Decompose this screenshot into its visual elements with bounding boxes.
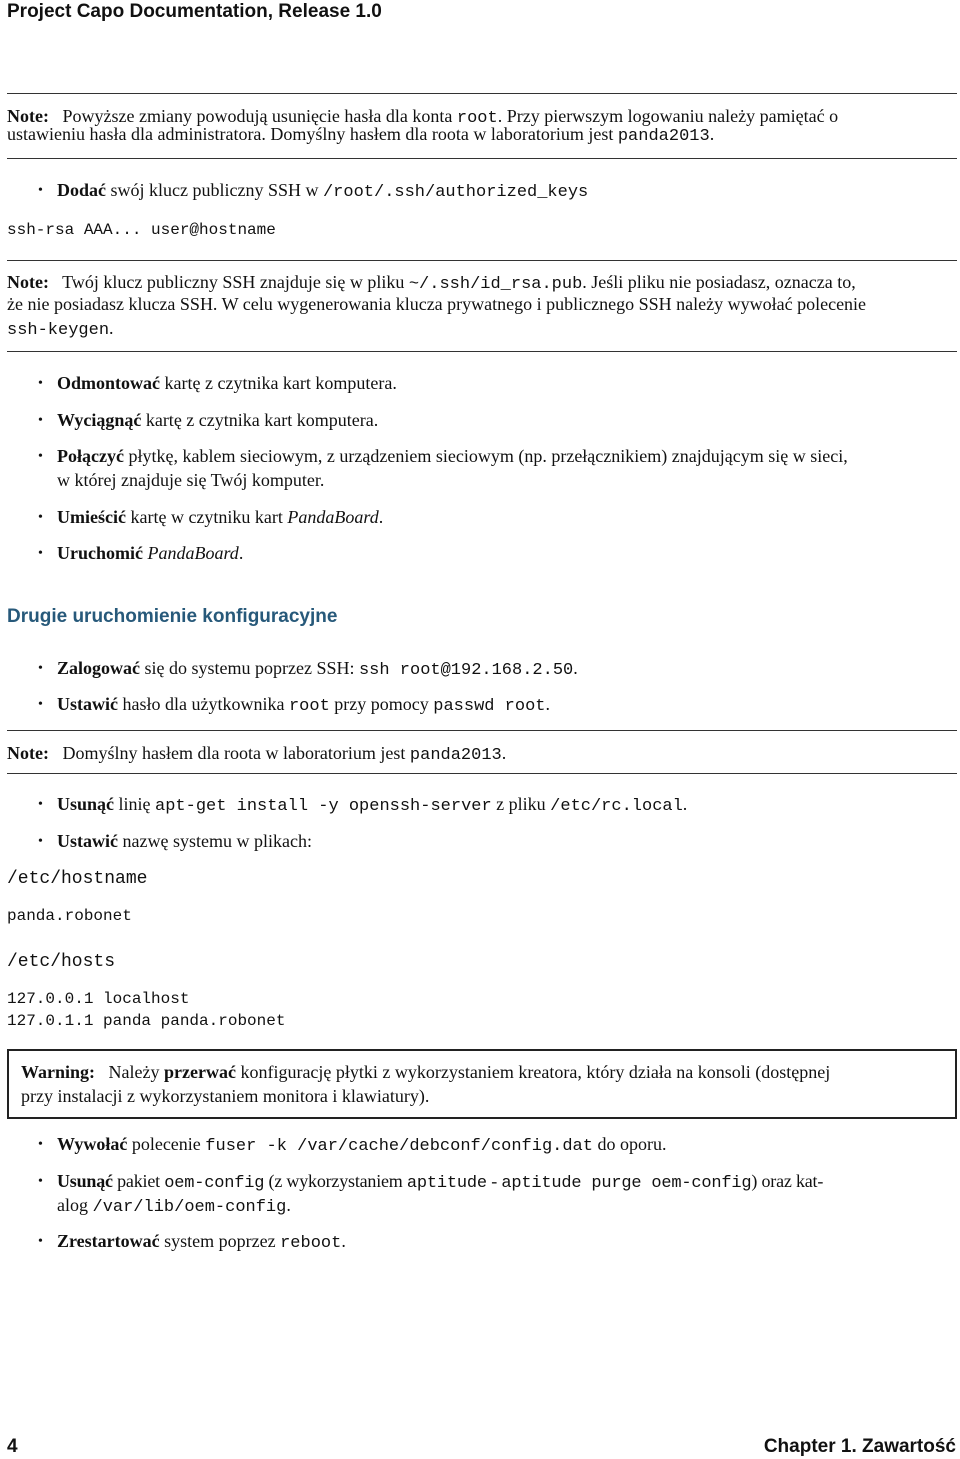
- code-command: aptitude: [406, 1174, 487, 1193]
- code-path: ~/.ssh/id_rsa.pub: [408, 275, 583, 294]
- code-command: ssh-keygen: [7, 321, 110, 340]
- list-item: [57, 829, 957, 853]
- section-heading: Drugie uruchomienie konfiguracyjne: [7, 606, 338, 627]
- step-text: płytkę, kablem sieciowym, z urządzeniem sieciowym (np. przełącznikiem) znajdującym się w sieci,: [123, 446, 848, 466]
- list-item: [57, 408, 957, 432]
- code-root: root: [456, 109, 498, 128]
- step-verb: Wywołać: [57, 1134, 128, 1154]
- list-item: [57, 792, 957, 819]
- board-name: PandaBoard: [287, 507, 379, 527]
- bullet-icon: •: [38, 1174, 43, 1189]
- step-text: .: [378, 507, 384, 527]
- step-verb: Ustawić: [57, 831, 118, 851]
- note-bottom-rule: [7, 773, 957, 774]
- warning-text: Należy: [108, 1062, 164, 1082]
- step-text: alog: [57, 1195, 93, 1215]
- step-text: .: [341, 1231, 346, 1251]
- note-top-rule: [7, 260, 957, 261]
- note-text: . Przy pierwszym logowaniu należy pamiętać o: [497, 106, 839, 126]
- list-item-continuation: [57, 1193, 957, 1220]
- step-verb: Usunąć: [57, 794, 115, 814]
- note-top-rule: [7, 93, 957, 94]
- step-verb: Dodać: [57, 180, 106, 200]
- footer-chapter: Chapter 1. Zawartość: [763, 1436, 956, 1457]
- file-content-hosts-line: 127.0.0.1 localhost: [7, 990, 190, 1008]
- note-text: Powyższe zmiany powodują usunięcie hasła dla konta: [62, 106, 457, 126]
- page-header-title: Project Capo Documentation, Release 1.0: [7, 1, 382, 22]
- list-item: [57, 1169, 957, 1196]
- code-path: /etc/rc.local: [550, 797, 683, 816]
- file-content-hosts-line: 127.0.1.1 panda panda.robonet: [7, 1012, 286, 1030]
- code-path: /root/.ssh/authorized_keys: [322, 183, 589, 202]
- bullet-icon: •: [38, 834, 43, 849]
- step-text: swój klucz publiczny SSH w: [106, 180, 323, 200]
- list-item: [57, 444, 957, 468]
- step-text: nazwę systemu w plikach:: [118, 831, 312, 851]
- note-text: . Jeśli pliku nie posiadasz, oznacza to,: [582, 272, 856, 292]
- step-text: linię: [114, 794, 156, 814]
- page-number: 4: [7, 1436, 18, 1457]
- step-verb: Usunąć: [57, 1171, 113, 1191]
- step-text: z pliku: [491, 794, 551, 814]
- code-command: ssh root@192.168.2.50: [358, 661, 574, 680]
- code-command: aptitude purge oem-config: [501, 1174, 752, 1193]
- list-item: [57, 505, 957, 529]
- step-verb: Zalogować: [57, 658, 140, 678]
- ssh-key-example: ssh-rsa AAA... user@hostname: [7, 221, 276, 239]
- bullet-icon: •: [38, 1137, 43, 1152]
- step-text: .: [238, 543, 244, 563]
- bullet-icon: •: [38, 661, 43, 676]
- step-verb: Zrestartować: [57, 1231, 160, 1251]
- list-item: [57, 692, 957, 719]
- note-text: .: [501, 743, 507, 763]
- bullet-icon: •: [38, 797, 43, 812]
- note-text: Domyślny hasłem dla roota w laboratorium jest: [62, 743, 410, 763]
- step-text: .: [545, 694, 550, 714]
- step-verb: Odmontować: [57, 373, 160, 393]
- step-text: przy pomocy: [329, 694, 434, 714]
- step-verb: Uruchomić: [57, 543, 143, 563]
- code-command: passwd root: [433, 697, 546, 716]
- warning-line-2: przy instalacji z wykorzystaniem monitora i klawiatury).: [21, 1086, 430, 1106]
- step-text: do oporu.: [592, 1134, 667, 1154]
- list-item: [57, 1132, 957, 1159]
- step-text: kartę z czytnika kart komputera.: [141, 410, 379, 430]
- code-password: panda2013: [409, 746, 502, 765]
- bullet-icon: •: [38, 413, 43, 428]
- step-text: system poprzez: [159, 1231, 281, 1251]
- warning-label: Warning:: [21, 1062, 96, 1082]
- step-text: .: [682, 794, 688, 814]
- step-text: -: [486, 1171, 502, 1191]
- list-item-add-key: [57, 178, 957, 205]
- step-verb: Ustawić: [57, 694, 118, 714]
- board-name: PandaBoard: [147, 543, 239, 563]
- note-text: ustawieniu hasła dla administratora. Domyślny hasłem dla roota w laboratorium jest: [7, 124, 618, 144]
- bullet-icon: •: [38, 546, 43, 561]
- bullet-icon: •: [38, 376, 43, 391]
- step-text: polecenie: [127, 1134, 206, 1154]
- note-line-3: [7, 316, 114, 343]
- step-text: kartę w czytniku kart: [125, 507, 288, 527]
- file-path-hosts: /etc/hosts: [7, 952, 116, 972]
- note-top-rule: [7, 730, 957, 731]
- code-command: reboot: [280, 1234, 342, 1253]
- list-item: [57, 1229, 957, 1256]
- bullet-icon: •: [38, 1234, 43, 1249]
- file-path-hostname: /etc/hostname: [7, 869, 148, 889]
- list-item-continuation: w której znajduje się Twój komputer.: [57, 470, 325, 490]
- bullet-icon: •: [38, 510, 43, 525]
- note-block-default-password: [7, 741, 506, 768]
- warning-text: konfigurację płytki z wykorzystaniem kreatora, który działa na konsoli (dostępnej: [235, 1062, 831, 1082]
- note-text: .: [109, 318, 114, 338]
- warning-emphasis: przerwać: [163, 1062, 236, 1082]
- list-item: [57, 656, 957, 683]
- bullet-icon: •: [38, 449, 43, 464]
- step-text: ) oraz kat-: [751, 1171, 824, 1191]
- note-label: Note:: [7, 272, 49, 292]
- step-text: się do systemu poprzez SSH:: [140, 658, 359, 678]
- step-verb: Umieścić: [57, 507, 126, 527]
- note-line-2: że nie posiadasz klucza SSH. W celu wygenerowania klucza prywatnego i publicznego SSH należy wywołać polecenie: [7, 294, 867, 314]
- note-line-2: [7, 122, 957, 149]
- code-password: panda2013: [617, 127, 710, 146]
- note-text: .: [709, 124, 715, 144]
- code-package: oem-config: [164, 1174, 265, 1193]
- code-command: fuser -k /var/cache/debconf/config.dat: [205, 1137, 593, 1156]
- note-label: Note:: [7, 743, 49, 763]
- step-verb: Połączyć: [57, 446, 124, 466]
- list-item: [57, 541, 957, 565]
- step-text: .: [286, 1195, 291, 1215]
- note-bottom-rule: [7, 158, 957, 159]
- step-text: hasło dla użytkownika: [118, 694, 289, 714]
- code-path: /var/lib/oem-config: [92, 1198, 287, 1217]
- bullet-icon: •: [38, 697, 43, 712]
- step-text: (z wykorzystaniem: [264, 1171, 407, 1191]
- code-user: root: [288, 697, 330, 716]
- note-text: Twój klucz publiczny SSH znajduje się w pliku: [62, 272, 409, 292]
- list-item: [57, 371, 957, 395]
- file-content-hostname: panda.robonet: [7, 907, 132, 925]
- step-text: kartę z czytnika kart komputera.: [160, 373, 397, 393]
- step-text: .: [573, 658, 578, 678]
- warning-line-1: [21, 1060, 951, 1084]
- code-command: apt-get install -y openssh-server: [155, 797, 492, 816]
- step-text: pakiet: [112, 1171, 165, 1191]
- step-verb: Wyciągnąć: [57, 410, 142, 430]
- note-label: Note:: [7, 106, 49, 126]
- bullet-icon: •: [38, 183, 43, 198]
- note-bottom-rule: [7, 351, 957, 352]
